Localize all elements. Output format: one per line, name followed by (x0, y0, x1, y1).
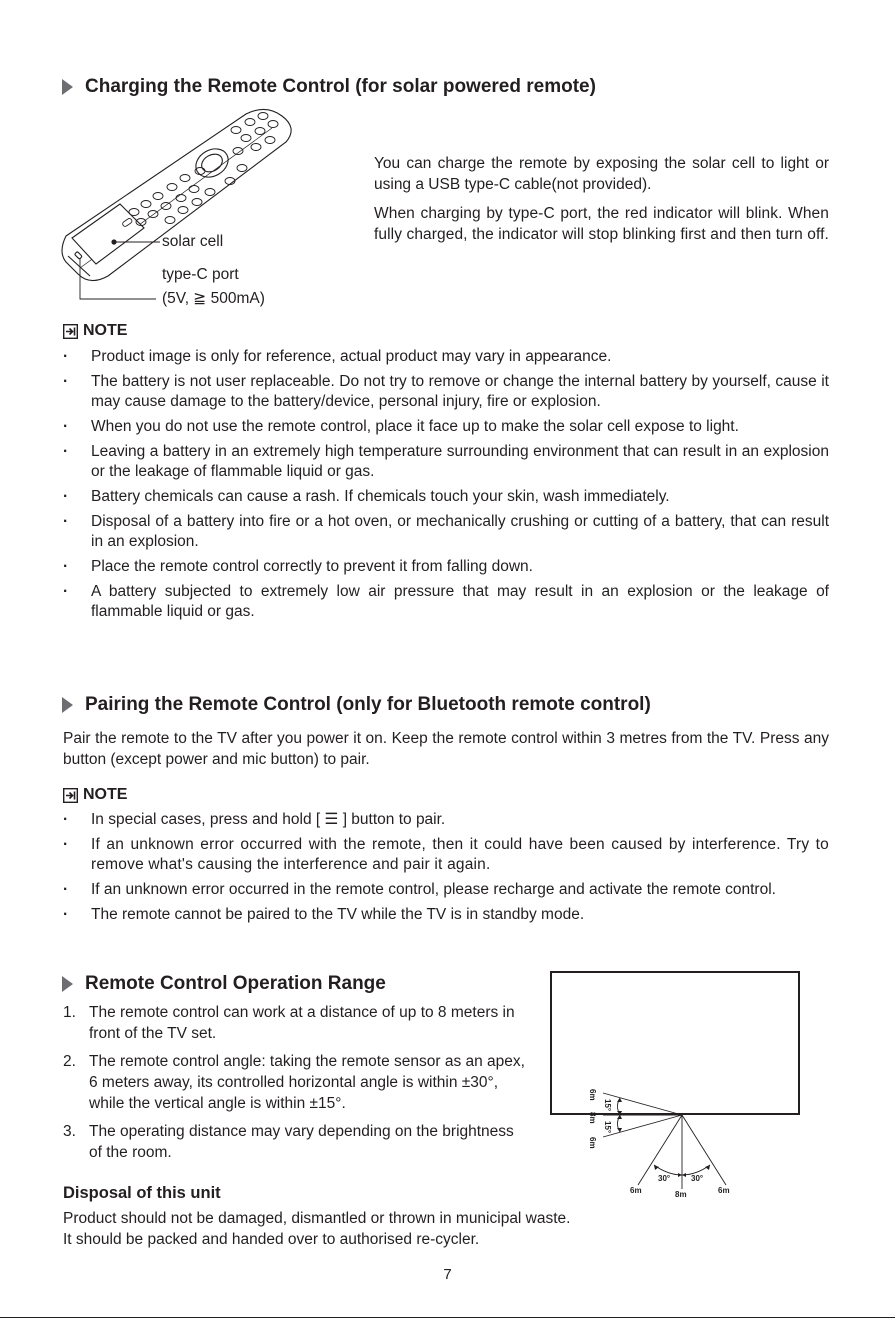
list-item: · A battery subjected to extremely low air pressure that may result in an explosion or the leakage of flammable liquid or gas. (63, 582, 829, 622)
step-text: The remote control can work at a distance of up to 8 meters in front of the TV set. (89, 1004, 515, 1042)
list-item: · Battery chemicals can cause a rash. If chemicals touch your skin, wash immediately. (63, 487, 829, 507)
list-item (63, 1002, 528, 1044)
list-item: · The remote cannot be paired to the TV while the TV is in standby mode. (63, 905, 829, 925)
triangle-bullet-icon (62, 976, 73, 992)
note-1-list (63, 347, 829, 627)
triangle-bullet-icon (62, 697, 73, 713)
pairing-heading (62, 694, 651, 716)
note-arrow-icon (63, 788, 78, 803)
disposal-title: Disposal of this unit (63, 1184, 221, 1202)
bottom-rule (0, 1317, 895, 1318)
note-2-list (63, 810, 829, 930)
list-item: · If an unknown error occurred with the remote, then it could have been caused by interference. Try to remove what's causing the interference and pair it again. (63, 835, 829, 875)
list-item: · The battery is not user replaceable. Do not try to remove or change the internal battery by yourself, cause it may cause damage to the battery/device, personal injury, fire or explosion. (63, 372, 829, 412)
ang-right-label: 30° (691, 1174, 704, 1183)
charging-heading (62, 76, 596, 98)
list-item: · Product image is only for reference, actual product may vary in appearance. (63, 347, 829, 367)
ang-down-label: 15° (603, 1121, 612, 1134)
port-spec-label: (5V, ≧ 500mA) (162, 290, 265, 307)
ang-left-label: 30° (658, 1174, 671, 1183)
pairing-heading-text: Pairing the Remote Control (only for Bluetooth remote control) (85, 694, 651, 715)
step-number: 3. (63, 1123, 76, 1140)
note-arrow-icon (63, 324, 78, 339)
h-left-label: 6m (630, 1186, 642, 1195)
note-1-label: NOTE (83, 322, 128, 339)
list-item: · Place the remote control correctly to prevent it from falling down. (63, 557, 829, 577)
list-item (63, 1051, 528, 1114)
page-number: 7 (443, 1266, 452, 1283)
v-mid-label: 8m (588, 1112, 597, 1124)
solar-cell-label: solar cell (162, 233, 224, 250)
type-c-port-label: type-C port (162, 266, 239, 283)
h-right-label: 6m (718, 1186, 730, 1195)
disposal-line-2: It should be packed and handed over to authorised re-cycler. (63, 1231, 480, 1248)
list-item: · Disposal of a battery into fire or a hot oven, or mechanically crushing or cutting of a battery, that can result in an explosion. (63, 512, 829, 552)
h-mid-label: 8m (675, 1190, 687, 1199)
disposal-line-1: Product should not be damaged, dismantled or thrown in municipal waste. (63, 1210, 571, 1227)
step-text: The remote control angle: taking the remote sensor as an apex, 6 meters away, its controlled horizontal angle is within ±30°, while the vertical angle is within ±15°. (89, 1053, 525, 1112)
step-number: 2. (63, 1053, 76, 1070)
range-heading (62, 973, 386, 995)
pairing-para: Pair the remote to the TV after you power it on. Keep the remote control within 3 metres from the TV. Press any button (except power and mic button) to pair. (63, 730, 829, 768)
solar-cell-dot-icon (111, 239, 116, 244)
operation-range-diagram (550, 971, 800, 1201)
charging-para-1: You can charge the remote by exposing the solar cell to light or using a USB type-C cable(not provided). (374, 155, 829, 193)
v-bot-label: 6m (588, 1137, 597, 1149)
list-item (63, 1121, 528, 1163)
list-item: · Leaving a battery in an extremely high temperature surrounding environment that can result in an explosion or the leakage of flammable liquid or gas. (63, 442, 829, 482)
note-2-title (63, 786, 127, 804)
ang-up-label: 15° (603, 1099, 612, 1112)
list-item: · If an unknown error occurred in the remote control, please recharge and activate the remote control. (63, 880, 829, 900)
range-heading-text: Remote Control Operation Range (85, 973, 386, 994)
charging-para-2: When charging by type-C port, the red indicator will blink. When fully charged, the indicator will stop blinking first and then turn off. (374, 205, 829, 243)
v-top-label: 6m (588, 1089, 597, 1101)
list-item: · In special cases, press and hold [ ☰ ] button to pair. (63, 810, 829, 830)
note-1-title (63, 322, 127, 340)
note-2-label: NOTE (83, 786, 128, 803)
triangle-bullet-icon (62, 79, 73, 95)
step-text: The operating distance may vary depending on the brightness of the room. (89, 1123, 514, 1161)
charging-heading-text: Charging the Remote Control (for solar powered remote) (85, 76, 596, 97)
range-steps (63, 1002, 528, 1170)
step-number: 1. (63, 1004, 76, 1021)
list-item: · When you do not use the remote control, place it face up to make the solar cell expose to light. (63, 417, 829, 437)
